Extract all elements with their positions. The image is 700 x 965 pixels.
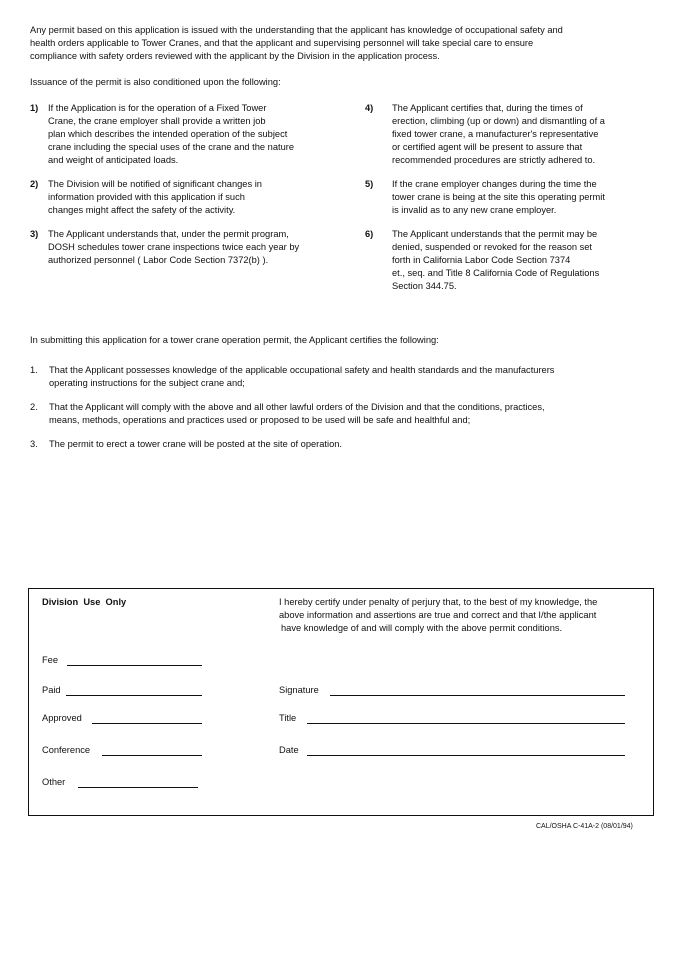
certification-item bbox=[30, 364, 660, 390]
conference-label: Conference bbox=[42, 745, 91, 755]
condition-text bbox=[48, 228, 345, 267]
date-field[interactable] bbox=[307, 755, 625, 756]
condition-text bbox=[392, 178, 660, 217]
fee-label: Fee bbox=[42, 655, 59, 665]
condition-line: DOSH schedules tower crane inspections twice each year by bbox=[48, 242, 300, 252]
condition-line: Crane, the crane employer shall provide a written job bbox=[48, 116, 266, 126]
certification-item bbox=[30, 401, 660, 427]
certification-line: That the Applicant will comply with the above and all other lawful orders of the Division and that the conditions, practices, bbox=[49, 402, 545, 412]
certification-text bbox=[49, 438, 660, 451]
condition-number: 2) bbox=[30, 179, 39, 189]
certification-number: 3. bbox=[30, 439, 38, 449]
paid-label: Paid bbox=[42, 685, 61, 695]
condition-line: is invalid as to any new crane employer. bbox=[392, 205, 557, 215]
condition-line: and weight of anticipated loads. bbox=[48, 155, 179, 165]
certification-line: That the Applicant possesses knowledge of the applicable occupational safety and health standards and the manufacturers bbox=[49, 365, 555, 375]
condition-text bbox=[48, 102, 345, 167]
condition-line: fixed tower crane, a manufacturer's representative bbox=[392, 129, 599, 139]
paid-field[interactable] bbox=[66, 695, 202, 696]
condition-item bbox=[365, 102, 660, 167]
fee-field[interactable] bbox=[67, 665, 202, 666]
certification-line: The permit to erect a tower crane will be posted at the site of operation. bbox=[49, 439, 343, 449]
perjury-statement bbox=[279, 596, 649, 635]
perjury-line: I hereby certify under penalty of perjury that, to the best of my knowledge, the bbox=[279, 597, 598, 607]
condition-line: authorized personnel ( Labor Code Section 7372(b) ). bbox=[48, 255, 269, 265]
conditions-left-column bbox=[30, 102, 345, 267]
condition-line: denied, suspended or revoked for the reason set bbox=[392, 242, 593, 252]
intro-paragraph bbox=[30, 24, 670, 63]
condition-line: or certified agent will be present to assure that bbox=[392, 142, 583, 152]
intro-line: health orders applicable to Tower Cranes, and that the applicant and supervising personnel will take special care to ensure bbox=[30, 38, 534, 48]
title-field[interactable] bbox=[307, 723, 625, 724]
approved-label: Approved bbox=[42, 713, 82, 723]
perjury-line: above information and assertions are true and correct and that I/the applicant bbox=[279, 610, 597, 620]
condition-number: 5) bbox=[365, 179, 374, 189]
conditions-right-column bbox=[365, 102, 660, 293]
condition-line: The Division will be notified of significant changes in bbox=[48, 179, 262, 189]
certification-line: operating instructions for the subject crane and; bbox=[49, 378, 245, 388]
division-use-title: Division Use Only bbox=[42, 597, 127, 607]
condition-line: The Applicant understands that, under the permit program, bbox=[48, 229, 289, 239]
condition-line: forth in California Labor Code Section 7374 bbox=[392, 255, 571, 265]
condition-line: recommended procedures are strictly adhered to. bbox=[392, 155, 596, 165]
title-label: Title bbox=[279, 713, 297, 723]
condition-line: information provided with this application if such bbox=[48, 192, 245, 202]
condition-line: changes might affect the safety of the activity. bbox=[48, 205, 236, 215]
condition-number: 4) bbox=[365, 103, 374, 113]
condition-line: The Applicant certifies that, during the times of bbox=[392, 103, 583, 113]
certification-number: 2. bbox=[30, 402, 38, 412]
condition-line: crane including the special uses of the crane and the nature bbox=[48, 142, 295, 152]
condition-number: 6) bbox=[365, 229, 374, 239]
conditions-heading: Issuance of the permit is also conditioned upon the following: bbox=[30, 77, 281, 87]
condition-line: plan which describes the intended operation of the subject bbox=[48, 129, 288, 139]
condition-line: tower crane is being at the site this operating permit bbox=[392, 192, 605, 202]
condition-text bbox=[392, 102, 660, 167]
certification-text bbox=[49, 401, 660, 427]
certification-number: 1. bbox=[30, 365, 38, 375]
other-label: Other bbox=[42, 777, 66, 787]
perjury-line: have knowledge of and will comply with the above permit conditions. bbox=[281, 623, 563, 633]
approved-field[interactable] bbox=[92, 723, 202, 724]
form-id: CAL/OSHA C-41A-2 (08/01/94) bbox=[536, 823, 633, 830]
certification-item bbox=[30, 438, 660, 451]
certifications-list bbox=[30, 364, 660, 451]
condition-line: If the Application is for the operation of a Fixed Tower bbox=[48, 103, 267, 113]
certification-line: means, methods, operations and practices used or proposed to be used will be safe and healthful and; bbox=[49, 415, 471, 425]
signature-field[interactable] bbox=[330, 695, 625, 696]
date-label: Date bbox=[279, 745, 299, 755]
condition-line: et., seq. and Title 8 California Code of Regulations bbox=[392, 268, 600, 278]
condition-text bbox=[48, 178, 345, 217]
certify-heading: In submitting this application for a tower crane operation permit, the Applicant certifies the following: bbox=[30, 335, 439, 345]
condition-line: The Applicant understands that the permit may be bbox=[392, 229, 598, 239]
condition-number: 1) bbox=[30, 103, 39, 113]
condition-item bbox=[30, 228, 345, 267]
condition-line: Section 344.75. bbox=[392, 281, 457, 291]
condition-number: 3) bbox=[30, 229, 39, 239]
intro-line: Any permit based on this application is issued with the understanding that the applicant has knowledge of occupational safety and bbox=[30, 25, 563, 35]
other-field[interactable] bbox=[78, 787, 198, 788]
condition-item bbox=[365, 178, 660, 217]
condition-item bbox=[30, 178, 345, 217]
signature-label: Signature bbox=[279, 685, 319, 695]
certification-text bbox=[49, 364, 660, 390]
intro-line: compliance with safety orders reviewed with the applicant by the Division in the application process. bbox=[30, 51, 440, 61]
condition-line: erection, climbing (up or down) and dismantling of a bbox=[392, 116, 605, 126]
condition-item bbox=[365, 228, 660, 293]
condition-text bbox=[392, 228, 660, 293]
conference-field[interactable] bbox=[102, 755, 202, 756]
condition-item bbox=[30, 102, 345, 167]
condition-line: If the crane employer changes during the time the bbox=[392, 179, 597, 189]
